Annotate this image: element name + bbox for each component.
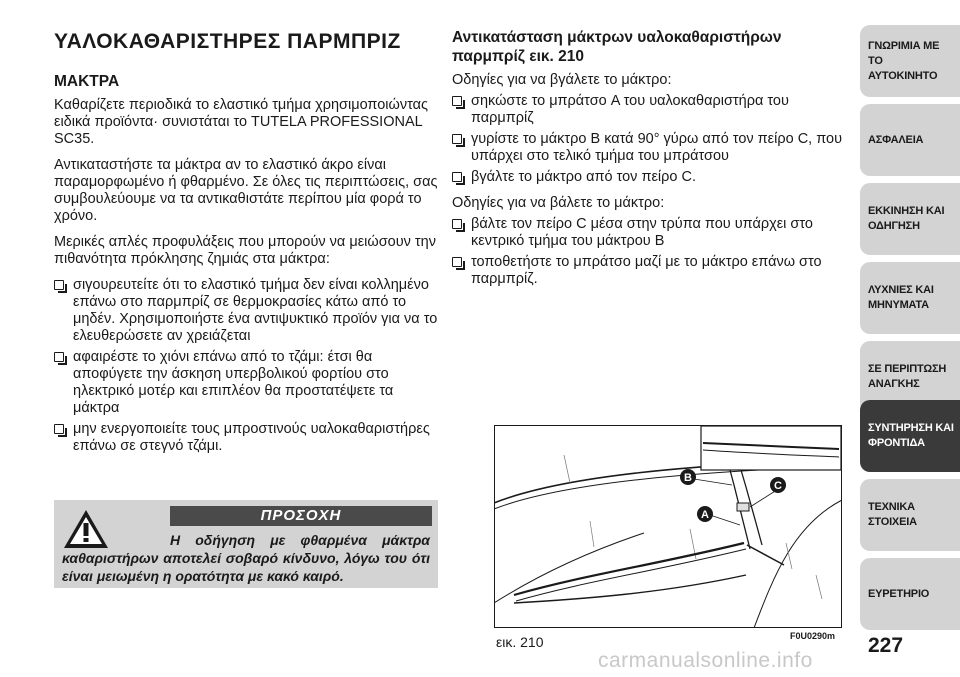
tab-label: ΕΚΚΙΝΗΣΗ ΚΑΙ ΟΔΗΓΗΣΗ [868,205,945,232]
list-item-text: βάλτε τον πείρο C μέσα στην τρύπα που υπάρχει στο κεντρικό τμήμα του μάκτρου B [471,216,813,249]
figure-label-c: C [774,480,782,492]
tab-label: ΤΕΧΝΙΚΑ ΣΤΟΙΧΕΙΑ [868,501,917,528]
tab-technical-data[interactable] [860,479,960,551]
intro-remove: Οδηγίες για να βγάλετε το μάκτρο: [452,72,672,88]
paragraph-replacement: Αντικαταστήστε τα μάκτρα αν το ελαστικό άκρο είναι παραμορφωμένο ή φθαρμένο. Σε όλες τις περιπτώσεις, σας συμβουλεύουμε να τα αντικαθιστάτε περίπου μία φορά το χρόνο. [54,157,438,224]
install-steps-list [452,216,842,288]
warning-box [54,500,438,588]
list-item [452,254,842,288]
tab-label: ΛΥΧΝΙΕΣ ΚΑΙ ΜΗΝΥΜΑΤΑ [868,284,934,311]
warning-text: Η οδήγηση με φθαρμένα μάκτρα καθαριστήρων αποτελεί σοβαρό κίνδυνο, λόγω του ότι είναι μειωμένη η ορατότητα με κακό καιρό. [62,532,430,584]
list-item [452,169,842,186]
figure-label-b: B [684,472,692,484]
checkbox-bullet-icon [452,172,462,182]
list-item [452,216,842,250]
list-item-text: σιγουρευτείτε ότι το ελαστικό τμήμα δεν είναι κολλημένο επάνω στο παρμπρίζ σε θερμοκρασίες κάτω από το μηδέν. Χρησιμοποιήστε ένα αντιψυκτικό προϊόν για να το ελευθερώσετε αν χρειάζεται [73,277,438,344]
list-item [452,131,842,165]
figure-caption: εικ. 210 [496,634,544,650]
checkbox-bullet-icon [54,280,64,290]
tab-label: ΕΥΡΕΤΗΡΙΟ [868,587,930,600]
list-item-text: τοποθετήστε το μπράτσο μαζί με το μάκτρο επάνω στο παρμπρίζ. [471,254,822,287]
checkbox-bullet-icon [452,219,462,229]
list-item-text: βγάλτε το μάκτρο από τον πείρο C. [471,169,696,185]
page-title: ΥΑΛΟΚΑΘΑΡΙΣΤΗΡΕΣ ΠΑΡΜΠΡΙΖ [54,30,401,53]
tab-maintenance-care[interactable] [860,400,960,472]
checkbox-bullet-icon [54,424,64,434]
tab-vehicle-introduction[interactable] [860,25,960,97]
paragraph-cleaning: Καθαρίζετε περιοδικά το ελαστικό τμήμα χρησιμοποιώντας ειδικά προϊόντα· συνιστάται το TUTELA PROFESSIONAL SC35. [54,97,428,147]
tab-lights-messages[interactable] [860,262,960,334]
list-item [54,277,439,345]
tab-safety[interactable] [860,104,960,176]
list-item-text: γυρίστε το μάκτρο B κατά 90° γύρω από τον πείρο C, που υπάρχει στο τελικό τμήμα του μπράτσου [471,131,843,164]
tab-label: ΓΝΩΡΙΜΙΑ ΜΕ ΤΟ ΑΥΤΟΚΙΝΗΤΟ [868,39,940,82]
list-item-text: σηκώστε το μπράτσο A του υαλοκαθαριστήρα του παρμπρίζ [471,93,789,126]
left-column [54,72,439,464]
list-item [54,349,439,417]
section-heading-blades: ΜΑΚΤΡΑ [54,73,120,90]
warning-title: ΠΡΟΣΟΧΗ [170,506,432,526]
intro-install: Οδηγίες για να βάλετε το μάκτρο: [452,195,665,211]
list-item-text: αφαιρέστε το χιόνι επάνω από το τζάμι: έτσι θα αποφύγετε την άσκηση υπερβολικού φορτίου στο ηλεκτρικό μοτέρ και επιπλέον θα προστατέψετε τα μάκτρα [73,349,394,416]
tab-label: ΑΣΦΑΛΕΙΑ [868,133,924,146]
figure-code: F0U0290m [790,631,836,641]
tab-label: ΣΕ ΠΕΡΙΠΤΩΣΗ ΑΝΑΓΚΗΣ [868,363,947,390]
right-column [452,28,842,297]
list-item-text: μην ενεργοποιείτε τους μπροστινούς υαλοκαθαριστήρες επάνω σε στεγνό τζάμι. [73,421,430,454]
tab-starting-driving[interactable] [860,183,960,255]
section-heading-replacement: Αντικατάσταση μάκτρων υαλοκαθαριστήρων παρμπρίζ εικ. 210 [452,29,782,65]
watermark: carmanualsonline.info [598,649,813,672]
list-item [54,421,439,455]
list-item [452,93,842,127]
remove-steps-list [452,93,842,186]
chapter-sidebar [860,0,960,677]
checkbox-bullet-icon [54,352,64,362]
wiper-figure [494,425,842,628]
tab-label: ΣΥΝΤΗΡΗΣΗ ΚΑΙ ΦΡΟΝΤΙΔΑ [868,422,954,449]
precautions-list [54,277,439,455]
checkbox-bullet-icon [452,96,462,106]
paragraph-precautions: Μερικές απλές προφυλάξεις που μπορούν να μειώσουν την πιθανότητα πρόκλησης ζημιάς στα μάκτρα: [54,234,436,267]
page-number: 227 [868,634,904,657]
tab-index[interactable] [860,558,960,630]
figure-label-a: A [701,509,709,521]
checkbox-bullet-icon [452,257,462,267]
checkbox-bullet-icon [452,134,462,144]
